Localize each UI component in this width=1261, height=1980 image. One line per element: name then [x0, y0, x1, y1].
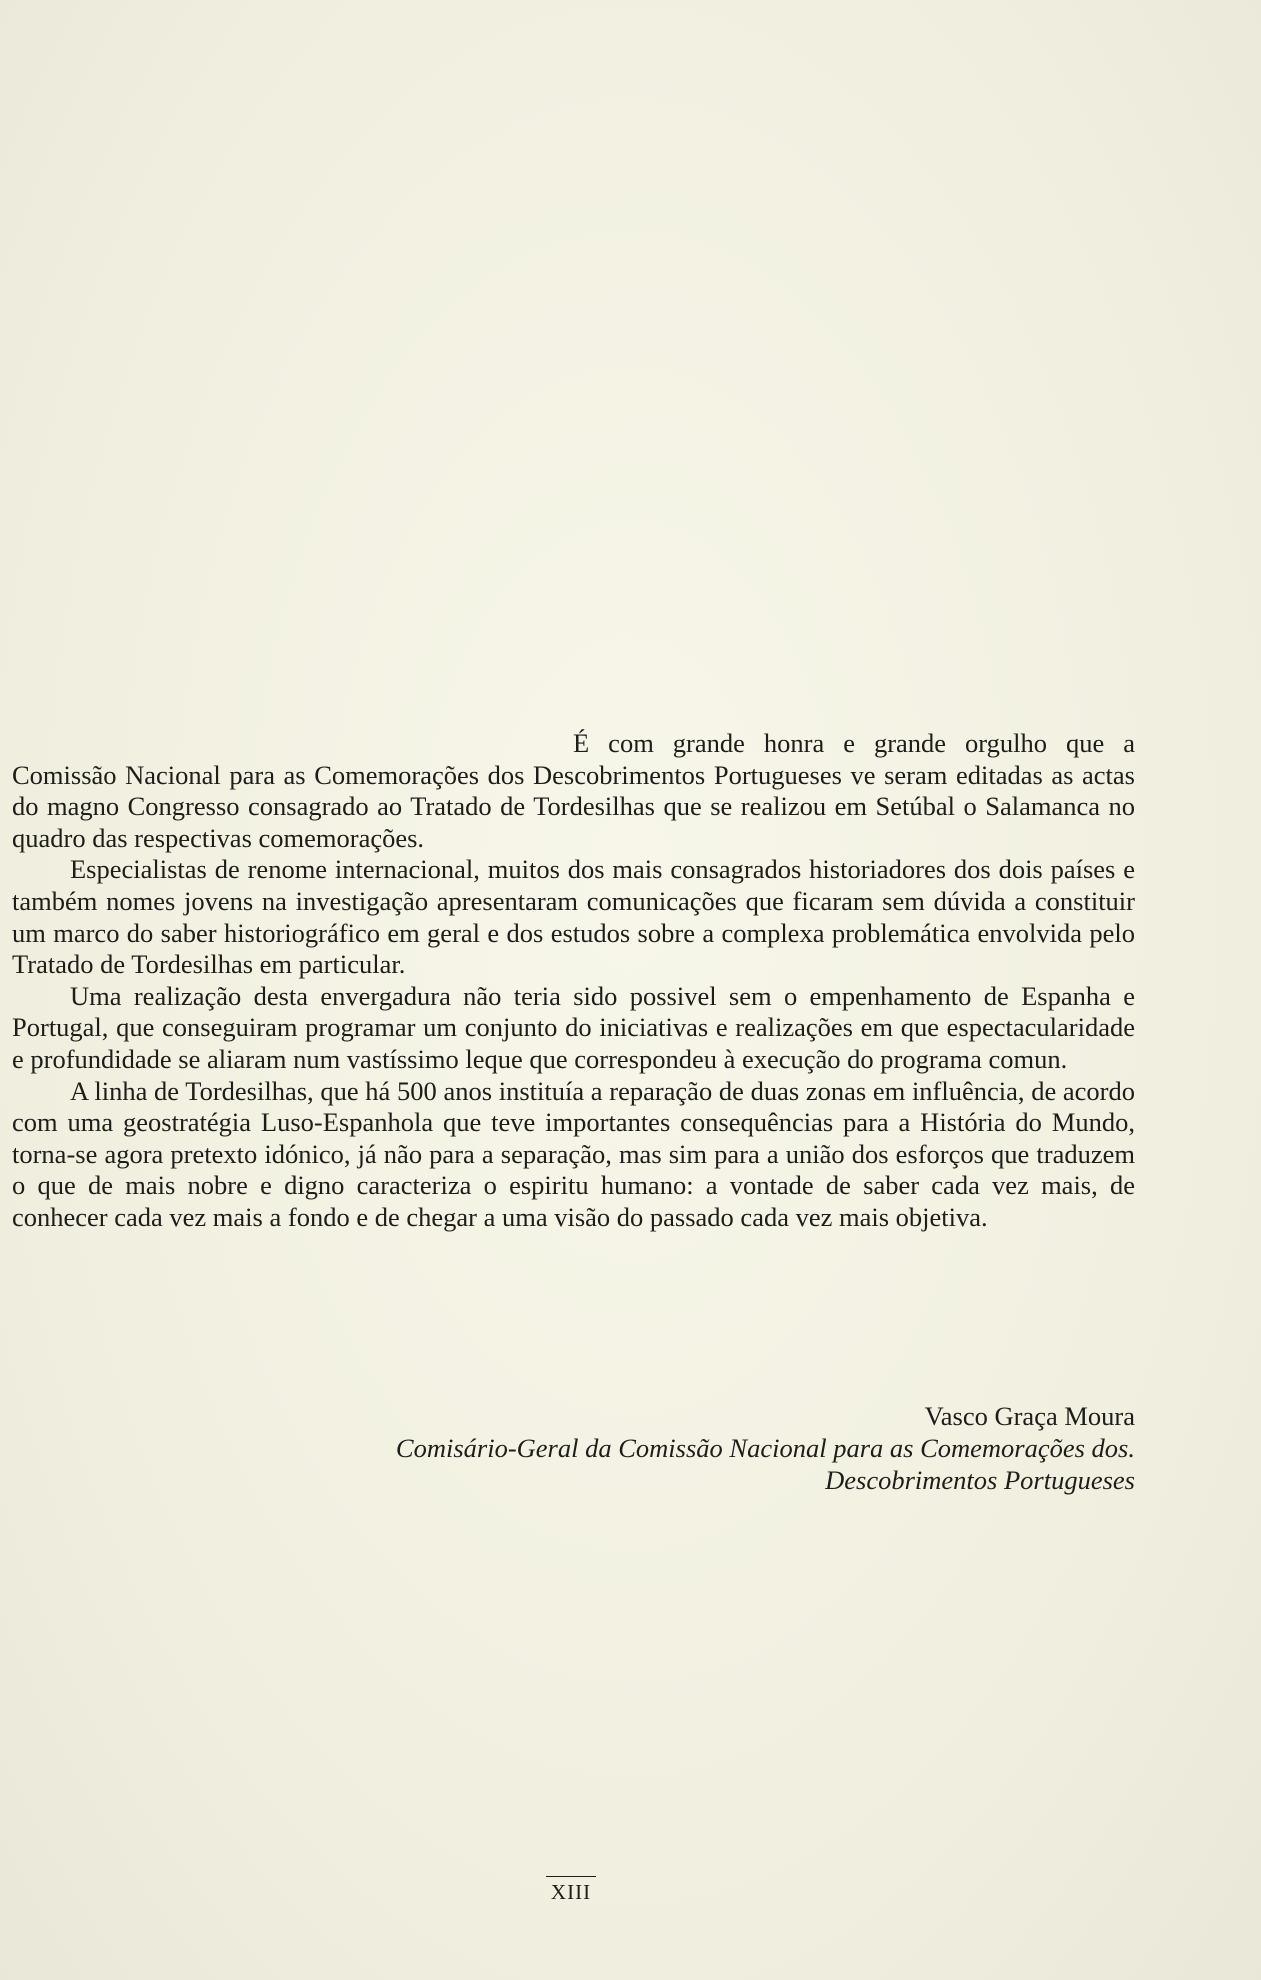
signatory-role-line-1: Comisário-Geral da Comissão Nacional para as Comemorações dos.: [395, 1432, 1135, 1463]
paragraph-1: É com grande honra e grande orgulho que a Comissão Nacional para as Comemorações dos Descobrimentos Portugueses ve seram editadas as actas do magno Congresso consagrado ao Tratado de Tordesilhas que se realizou em Setúbal o Salamanca no quadro das respectivas comemorações.: [12, 728, 1135, 853]
page-number: XIII: [550, 1880, 592, 1904]
paragraph-2: Especialistas de renome internacional, muitos dos mais consagrados historiadores dos dois países e também nomes jovens na investigação apresentaram comunicações que ficaram sem dúvida a constituir um marco do saber historiográfico em geral e dos estudos sobre a complexa problemática envolvida pelo Tratado de Tordesilhas em particular.: [12, 854, 1135, 980]
signatory-role-line-2: Descobrimentos Portugueses: [825, 1464, 1135, 1495]
paragraph-4: A linha de Tordesilhas, que há 500 anos instituía a reparação de duas zonas em influência, de acordo com uma geostratégia Luso-Espanhola que teve importantes consequências para a História do Mundo, torna-se agora pretexto idónico, já não para a separação, mas sim para a união dos esforços que traduzem o que de mais nobre e digno caracteriza o espiritu humano: a vontade de saber cada vez mais, de conhecer cada vez mais a fondo e de chegar a uma visão do passado cada vez mais objetiva.: [12, 1075, 1135, 1232]
paragraph-3: Uma realização desta envergadura não teria sido possivel sem o empenhamento de Espanha e Portugal, que conseguiram programar um conjunto do iniciativas e realizações em que espectacularidade e profundidade se aliaram num vastíssimo leque que correspondeu à execução do programa comun.: [12, 980, 1135, 1074]
page-number-rule: [546, 1876, 596, 1877]
body-text: [12, 728, 1135, 1234]
signature-block: [300, 1401, 1135, 1496]
signatory-name: Vasco Graça Moura: [924, 1401, 1135, 1431]
